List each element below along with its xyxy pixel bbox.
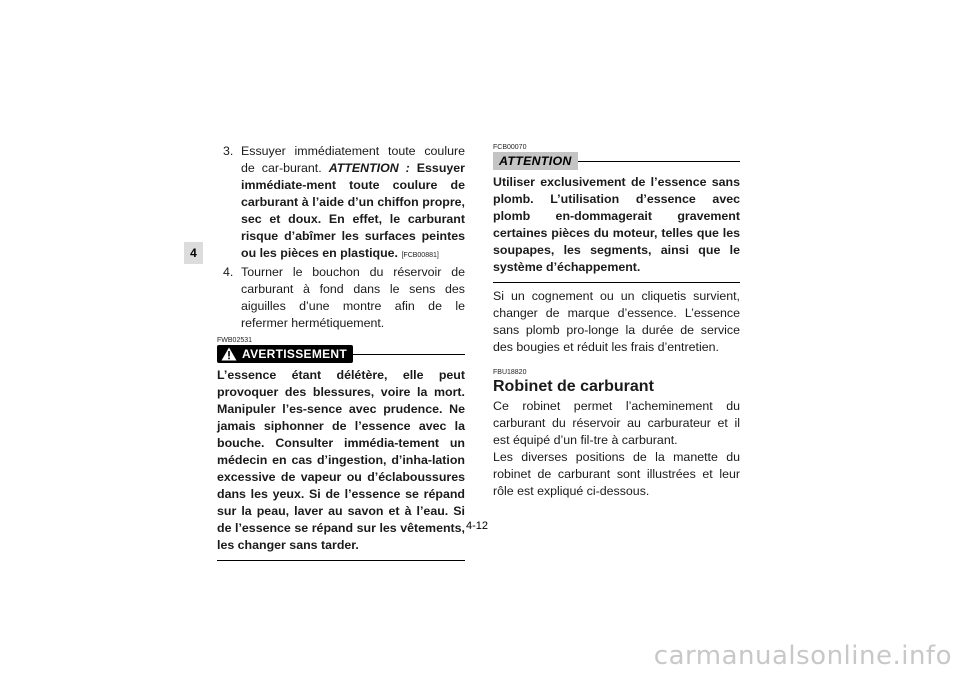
right-column <box>493 143 740 500</box>
chapter-tab: 4 <box>184 242 203 264</box>
caution-rule <box>578 161 740 162</box>
fuel-paragraph: Si un cognement ou un cliquetis survient, changer de marque d’essence. L’essence sans plomb pro-longe la durée de service des bougies et réduit les frais d’entretien. <box>493 289 740 354</box>
reference-code: [FCB00881] <box>401 252 439 259</box>
warning-label-box <box>217 345 353 363</box>
attention-inline-text: Essuyer immédiate-ment toute coulure de carburant à l’aide d’un chiffon propre, sec et doux. En effet, le carburant risque d’abîmer les surfaces peintes ou les pièces en plastique. <box>241 161 466 260</box>
caution-code: FCB00070 <box>493 144 527 151</box>
caution-header <box>493 152 740 170</box>
warning-header <box>217 345 465 363</box>
step-text: Essuyer immédiatement toute coulure de car-burant. <box>241 144 465 175</box>
warning-triangle-icon <box>221 347 237 361</box>
page-number: 4-12 <box>466 520 489 532</box>
step-4 <box>217 264 465 332</box>
warning-code: FWB02531 <box>217 337 253 344</box>
caution-label: ATTENTION <box>493 152 578 170</box>
warning-end-rule <box>217 560 465 561</box>
section-paragraph-2: Les diverses positions de la manette du robinet de carburant sont illustrées et leur rôle est expliqué ci-dessous. <box>493 450 740 498</box>
caution-end-rule <box>493 282 740 283</box>
step-number: 4. <box>223 265 234 279</box>
section-title: Robinet de carburant <box>493 378 654 395</box>
watermark: carmanualsonline.info <box>653 641 952 671</box>
caution-text: Utiliser exclusivement de l’essence sans plomb. L’utilisation d’essence avec plomb en-dommagerait gravement certaines pièces du moteur, telles que les soupapes, les segments, ainsi que le système d’échappement. <box>493 175 740 274</box>
warning-rule <box>353 354 465 355</box>
step-text: Tourner le bouchon du réservoir de carburant à fond dans le sens des aiguilles d’une montre afin de le refermer hermétiquement. <box>241 265 465 330</box>
left-column <box>217 143 465 561</box>
section-paragraph-1: Ce robinet permet l’acheminement du carburant du réservoir au carburateur et il est équipé d’un fil-tre à carburant. <box>493 399 740 447</box>
warning-label: AVERTISSEMENT <box>242 346 348 361</box>
step-number: 3. <box>223 144 234 158</box>
step-3 <box>217 143 465 264</box>
warning-text: L’essence étant délétère, elle peut provoquer des blessures, voire la mort. Manipuler l’es-sence avec prudence. Ne jamais siphonner de l’essence avec la bouche. Consulter immédia-tement un médecin en cas d’ingestion, d’inha-lation excessive de vapeur ou d’éclaboussures dans les yeux. Si de l’essence se répand sur la peau, laver au savon et à l’eau. Si de l’essence se répand sur les vêtements, les changer sans tarder. <box>217 368 465 552</box>
attention-inline-label: ATTENTION : <box>328 161 410 175</box>
section-code: FBU18820 <box>493 369 527 376</box>
